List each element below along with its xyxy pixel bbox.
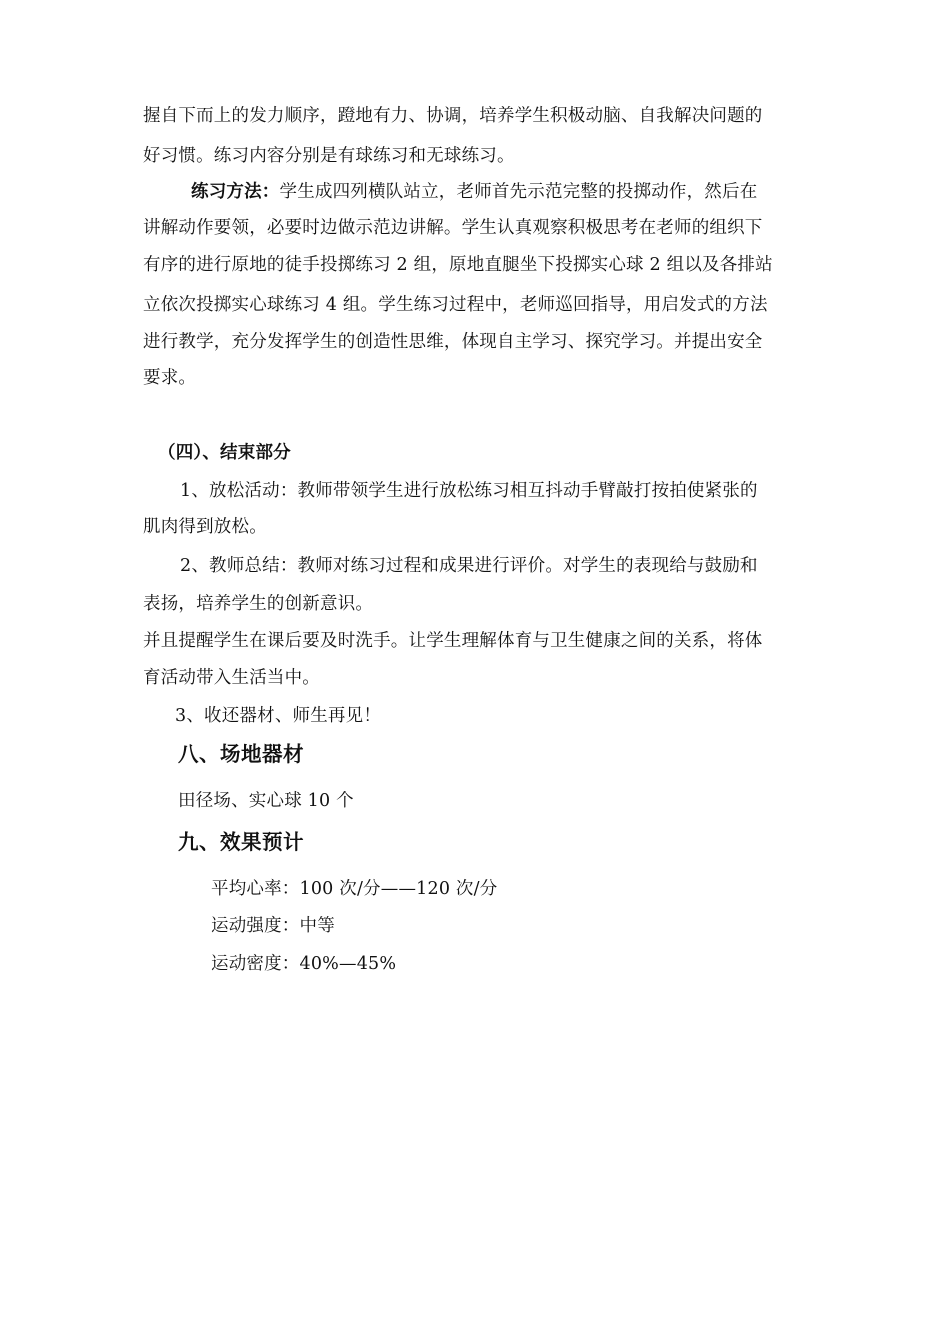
- venue-equipment-text: 田径场、实心球 10 个: [178, 791, 354, 811]
- practice-method-label: 练习方法：: [191, 182, 280, 202]
- practice-method-line-3: 有序的进行原地的徒手投掷练习 2 组，原地直腿坐下投掷实心球 2 组以及各排站: [143, 255, 773, 275]
- practice-method-line-4: 立依次投掷实心球练习 4 组。学生练习过程中，老师巡回指导，用启发式的方法: [143, 295, 768, 315]
- reminder-line-1: 并且提醒学生在课后要及时洗手。让学生理解体育与卫生健康之间的关系，将体: [143, 631, 763, 651]
- paragraph-1-line-2: 好习惯。练习内容分别是有球练习和无球练习。: [143, 146, 515, 166]
- summary-item-line-2: 表扬，培养学生的创新意识。: [143, 594, 374, 614]
- practice-method-line-6: 要求。: [143, 368, 197, 388]
- practice-method-line-1: [191, 180, 757, 204]
- practice-method-line-2: 讲解动作要领，必要时边做示范边讲解。学生认真观察积极思考在老师的组织下: [143, 218, 763, 238]
- reminder-line-2: 育活动带入生活当中。: [143, 668, 320, 688]
- intensity-line: 运动强度：中等: [211, 916, 335, 936]
- section-4-heading: （四）、结束部分: [158, 443, 291, 463]
- relax-item-line-1: 1、放松活动：教师带领学生进行放松练习相互抖动手臂敲打按拍使紧张的: [180, 481, 758, 501]
- practice-method-text: 学生成四列横队站立，老师首先示范完整的投掷动作，然后在: [279, 182, 758, 202]
- section-8-heading: 八、场地器材: [178, 742, 304, 766]
- summary-item-line-1: 2、教师总结：教师对练习过程和成果进行评价。对学生的表现给与鼓励和: [180, 556, 758, 576]
- relax-item-line-2: 肌肉得到放松。: [143, 517, 267, 537]
- paragraph-1-line-1: 握自下而上的发力顺序，蹬地有力、协调，培养学生积极动脑、自我解决问题的: [143, 106, 763, 126]
- density-line: 运动密度：40%—45%: [211, 954, 397, 974]
- heart-rate-line: 平均心率：100 次/分——120 次/分: [211, 879, 498, 899]
- practice-method-line-5: 进行教学，充分发挥学生的创造性思维，体现自主学习、探究学习。并提出安全: [143, 332, 763, 352]
- section-9-heading: 九、效果预计: [178, 830, 304, 854]
- equipment-return-item: 3、收还器材、师生再见！: [175, 706, 382, 726]
